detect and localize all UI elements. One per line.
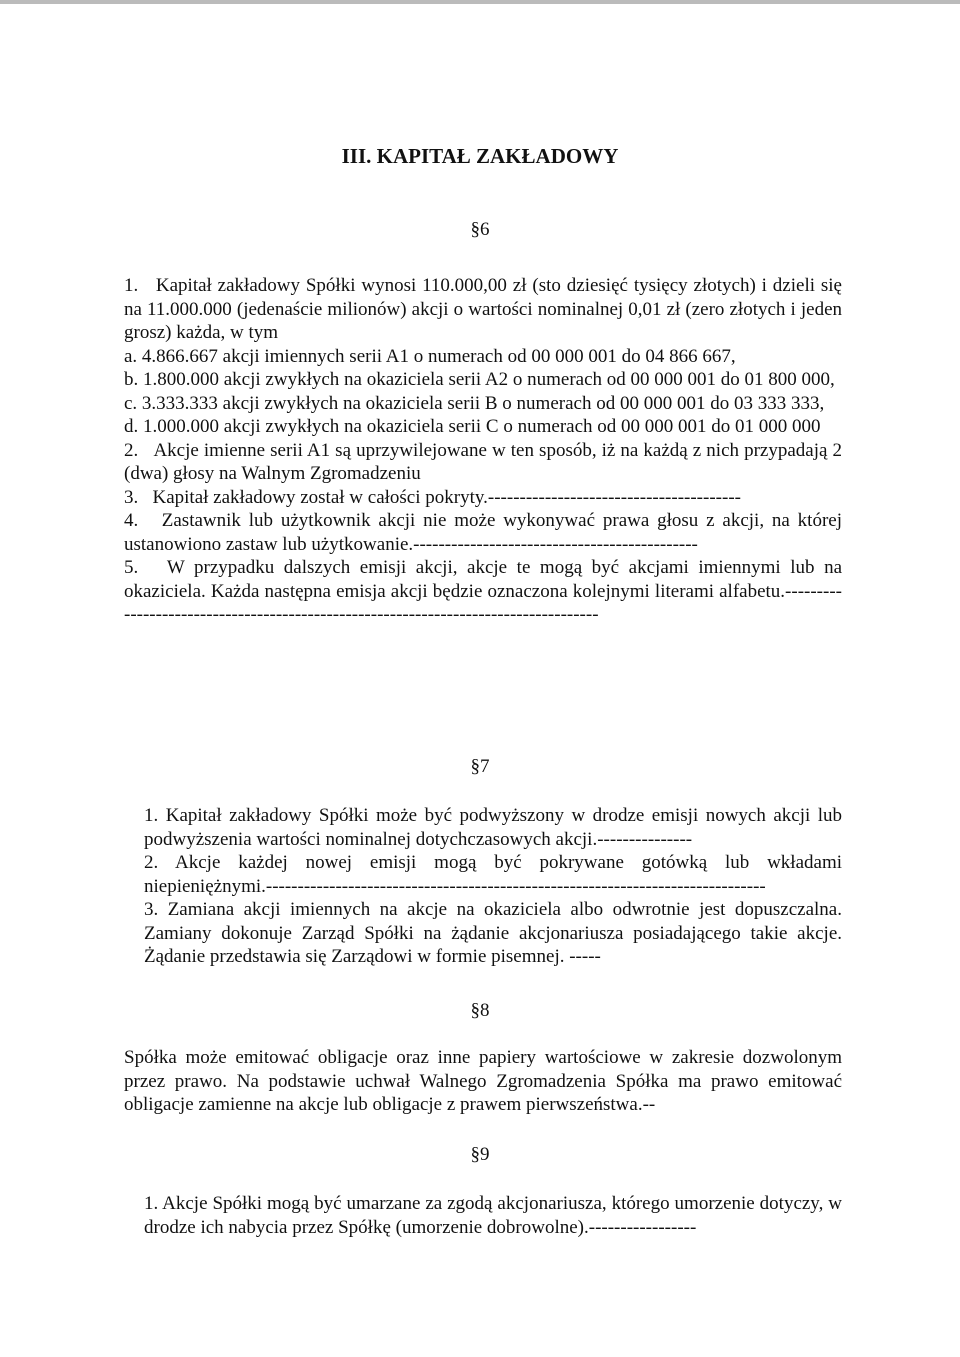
list-item: a. 4.866.667 akcji imiennych serii A1 o numerach od 00 000 001 do 04 866 667, xyxy=(124,345,736,367)
section-heading-7: §7 xyxy=(470,756,490,777)
paragraph: 3. Zamiana akcji imiennych na akcje na okaziciela albo odwrotnie jest dopuszczalna. Zamiany dokonuje Zarząd Spółki na żądanie akcjonariusza posiadającego takie akcje. Żądanie przedstawia się Zarządowi w formie pisemnej. ----- xyxy=(144,899,842,967)
paragraph: 2. Akcje imienne serii A1 są uprzywilejowane w ten sposób, iż na każdą z nich przypadają 2 (dwa) głosy na Walnym Zgromadzeniu xyxy=(124,439,842,484)
section-8-body xyxy=(124,1046,842,1117)
section-heading-9: §9 xyxy=(470,1144,490,1165)
list-item: b. 1.800.000 akcji zwykłych na okaziciela serii A2 o numerach od 00 000 001 do 01 800 000, xyxy=(124,369,835,390)
section-9-body xyxy=(124,1192,842,1239)
paragraph: Spółka może emitować obligacje oraz inne papiery wartościowe w zakresie dozwolonym przez prawo. Na podstawie uchwał Walnego Zgromadzenia Spółka ma prawo emitować obligacje zamienne na akcje lub obligacje z prawem pierwszeństwa.-- xyxy=(124,1047,842,1115)
paragraph: 4. Zastawnik lub użytkownik akcji nie może wykonywać prawa głosu z akcji, na której ustanowiono zastaw lub użytkowanie.--------------------------------------------- xyxy=(124,510,842,555)
paragraph: 3. Kapitał zakładowy został w całości pokryty.---------------------------------------- xyxy=(124,486,741,508)
paragraph: 1. Akcje Spółki mogą być umarzane za zgodą akcjonariusza, którego umorzenie dotyczy, w drodze ich nabycia przez Spółkę (umorzenie dobrowolne).----------------- xyxy=(144,1193,842,1238)
section-heading-8: §8 xyxy=(470,1000,490,1021)
section-heading-6: §6 xyxy=(470,219,490,240)
section-7-body xyxy=(124,804,842,969)
list-item: d. 1.000.000 akcji zwykłych na okaziciela serii C o numerach od 00 000 001 do 01 000 000 xyxy=(124,416,821,437)
section-6-body xyxy=(124,274,842,627)
paragraph: 2. Akcje każdej nowej emisji mogą być pokrywane gotówką lub wkładami niepieniężnymi.------------------------------------------------------------------------------- xyxy=(144,852,842,897)
paragraph: 1. Kapitał zakładowy Spółki wynosi 110.000,00 zł (sto dziesięć tysięcy złotych) i dzieli się na 11.000.000 (jedenaście milionów) akcji o wartości nominalnej 0,01 zł (zero złotych i jeden grosz) każda, w tym xyxy=(124,275,842,343)
list-item: c. 3.333.333 akcji zwykłych na okaziciela serii B o numerach od 00 000 001 do 03 333 333, xyxy=(124,392,825,414)
paragraph: 5. W przypadku dalszych emisji akcji, akcje te mogą być akcjami imiennymi lub na okaziciela. Każda następna emisja akcji będzie oznaczona kolejnymi literami alfabetu.------------------------------------------------------------------------------------ xyxy=(124,557,842,625)
document-title: III. KAPITAŁ ZAKŁADOWY xyxy=(341,144,619,168)
paragraph: 1. Kapitał zakładowy Spółki może być podwyższony w drodze emisji nowych akcji lub podwyższenia wartości nominalnej dotychczasowych akcji.--------------- xyxy=(144,805,842,850)
